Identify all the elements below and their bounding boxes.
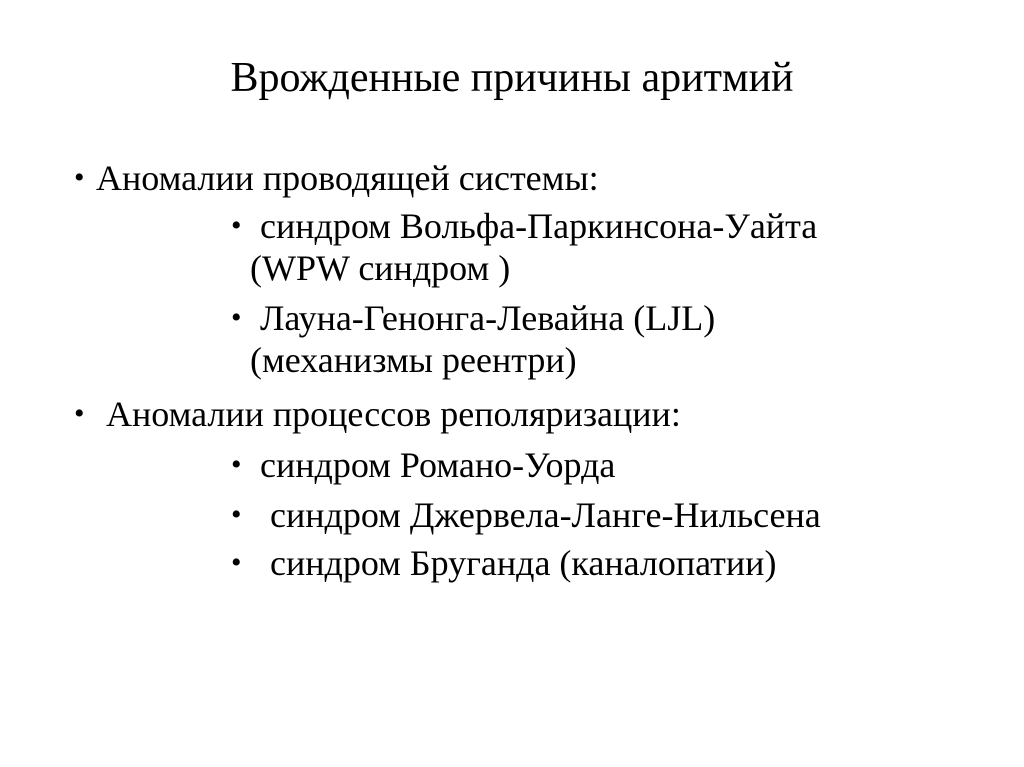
list-item: синдром Бруганда (каналопатии) [270,543,777,583]
list-item-continuation: (механизмы реентри) [250,340,577,380]
list-item: синдром Джервела-Ланге-Нильсена [270,495,821,535]
bullet-icon: • [74,161,85,194]
bullet-icon: • [74,397,85,430]
list-item: синдром Вольфа-Паркинсона-Уайта [260,206,818,246]
section-heading: Аномалии проводящей системы: [96,158,599,198]
slide-title: Врожденные причины аритмий [230,55,794,101]
bullet-icon: • [231,546,242,579]
bullet-icon: • [231,301,242,334]
bullet-icon: • [231,498,242,531]
list-item-continuation: (WPW синдром ) [250,248,511,288]
bullet-icon: • [231,209,242,242]
section-heading: Аномалии процессов реполяризации: [106,394,681,434]
list-item: Лауна-Генонга-Левайна (LJL) [260,298,716,338]
list-item: синдром Романо-Уорда [260,445,616,485]
bullet-icon: • [231,448,242,481]
